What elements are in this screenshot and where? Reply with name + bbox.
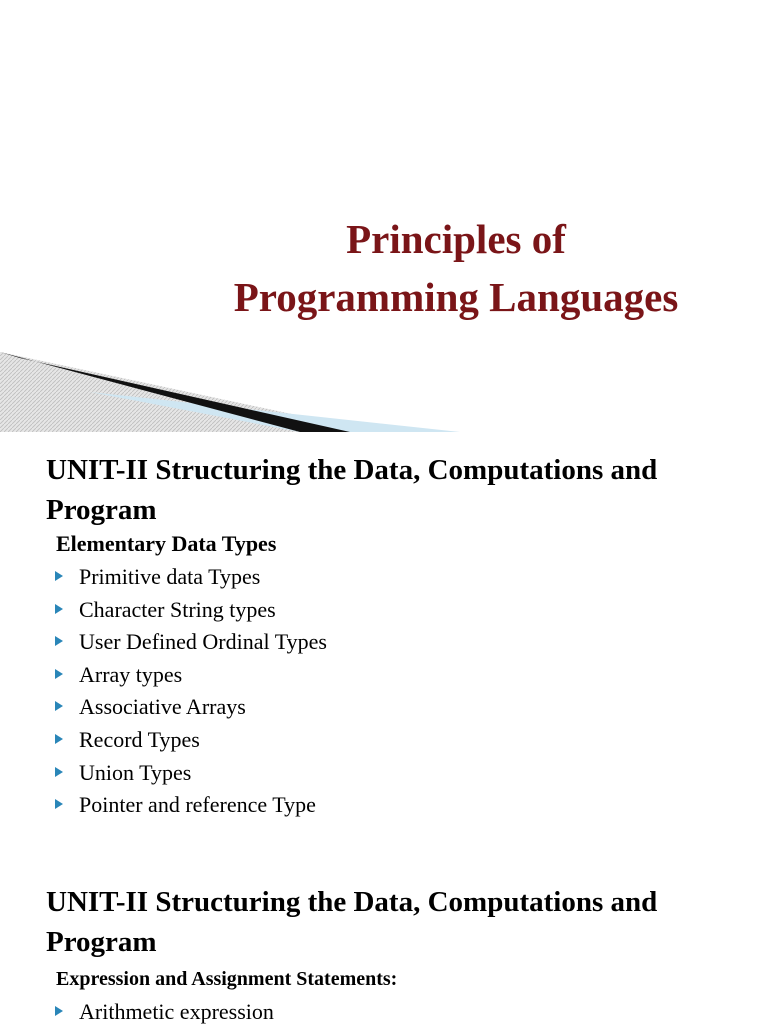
triangle-right-icon	[55, 1006, 63, 1016]
title-line-1: Principles of	[346, 216, 566, 262]
list-item: Associative Arrays	[52, 692, 327, 725]
expressions-slide	[0, 864, 768, 1024]
list-item: Primitive data Types	[52, 562, 327, 595]
section-heading: Expression and Assignment Statements:	[56, 968, 398, 990]
list-item: Pointer and reference Type	[52, 790, 327, 823]
presentation-title	[150, 210, 762, 326]
swoosh-decoration	[0, 352, 768, 432]
triangle-right-icon	[55, 669, 63, 679]
section-heading: Elementary Data Types	[56, 531, 277, 556]
triangle-right-icon	[55, 767, 63, 777]
title-slide	[0, 0, 768, 432]
title-line-2: Programming Languages	[233, 274, 679, 320]
list-item: Record Types	[52, 725, 327, 758]
list-item: Union Types	[52, 758, 327, 791]
list-item: Arithmetic expression	[52, 997, 274, 1024]
data-types-slide	[0, 432, 768, 864]
bullet-list	[52, 997, 274, 1024]
triangle-right-icon	[55, 799, 63, 809]
triangle-right-icon	[55, 701, 63, 711]
list-item: Array types	[52, 660, 327, 693]
unit-title: UNIT-II Structuring the Data, Computations and Program	[46, 454, 658, 526]
bullet-list	[52, 562, 327, 823]
triangle-right-icon	[55, 571, 63, 581]
triangle-right-icon	[55, 734, 63, 744]
triangle-right-icon	[55, 604, 63, 614]
unit-title: UNIT-II Structuring the Data, Computations and Program	[46, 886, 658, 958]
list-item: Character String types	[52, 595, 327, 628]
list-item: User Defined Ordinal Types	[52, 627, 327, 660]
triangle-right-icon	[55, 636, 63, 646]
